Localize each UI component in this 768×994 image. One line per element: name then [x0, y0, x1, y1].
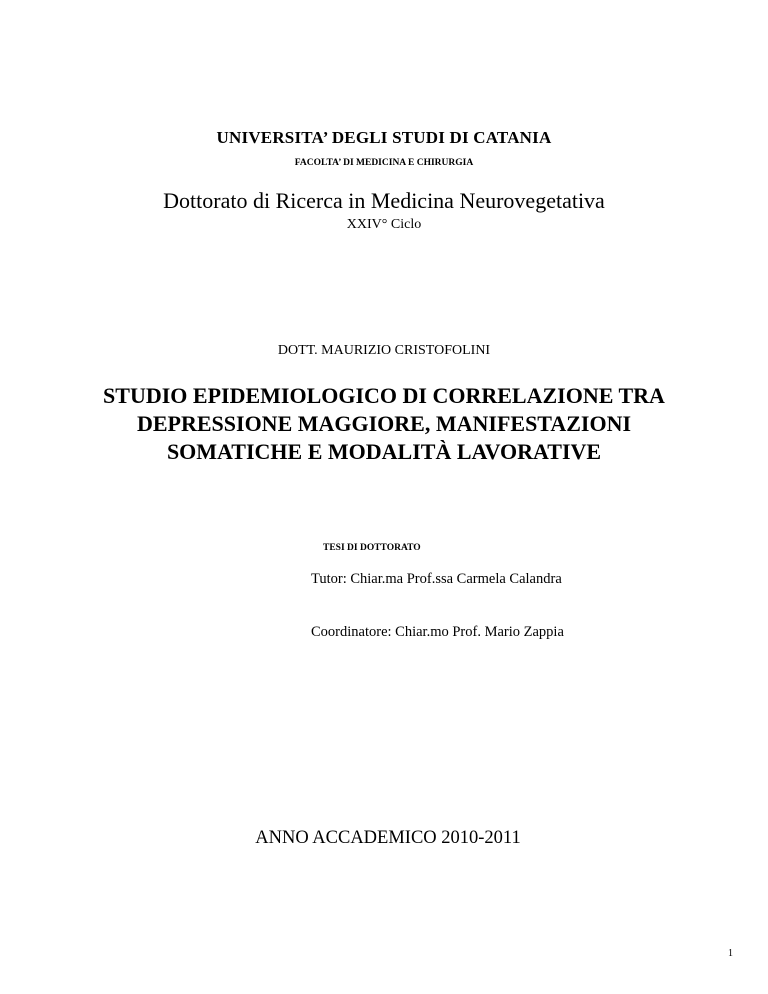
coordinator-line: Coordinatore: Chiar.mo Prof. Mario Zappia [311, 624, 564, 640]
faculty-name: FACOLTA’ DI MEDICINA E CHIRURGIA [294, 158, 474, 168]
tutor-line: Tutor: Chiar.ma Prof.ssa Carmela Calandra [311, 571, 562, 587]
author-name: DOTT. MAURIZIO CRISTOFOLINI [277, 343, 491, 358]
thesis-title-line-1: STUDIO EPIDEMIOLOGICO DI CORRELAZIONE TRA [103, 383, 665, 408]
university-name: UNIVERSITA’ DEGLI STUDI DI CATANIA [216, 128, 552, 147]
academic-year: ANNO ACCADEMICO 2010-2011 [255, 828, 521, 848]
thesis-title-line-2: DEPRESSIONE MAGGIORE, MANIFESTAZIONI [136, 411, 632, 436]
page-number: 1 [728, 948, 733, 959]
doctorate-cycle: XXIV° Ciclo [346, 217, 422, 232]
thesis-title-line-3: SOMATICHE E MODALITÀ LAVORATIVE [166, 439, 602, 464]
doctorate-program: Dottorato di Ricerca in Medicina Neurovegetativa [163, 188, 605, 213]
thesis-title [0, 382, 768, 466]
thesis-type: TESI DI DOTTORATO [323, 543, 421, 553]
